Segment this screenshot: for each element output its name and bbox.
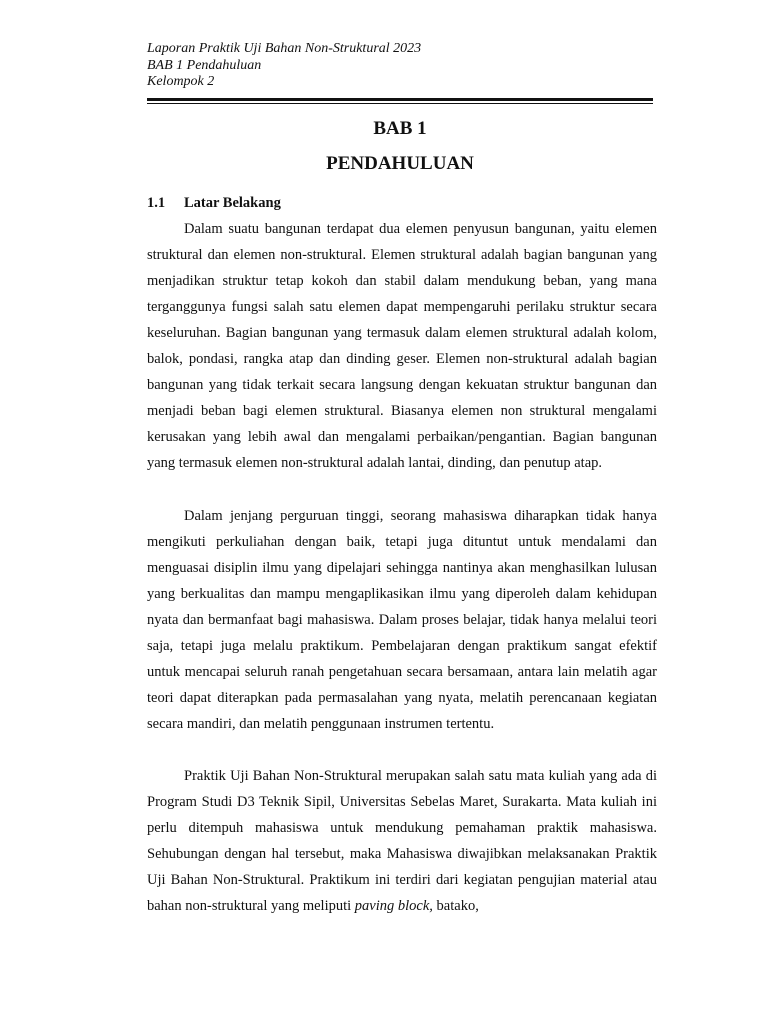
header-report-title: Laporan Praktik Uji Bahan Non-Struktural 2023	[147, 41, 422, 56]
section-number: 1.1	[147, 195, 166, 211]
paragraph-3-text-end: batako,	[432, 898, 479, 914]
paragraph-3-italic-term: paving block,	[354, 898, 433, 914]
running-header	[147, 41, 421, 91]
section-title: Latar Belakang	[184, 195, 281, 211]
paragraph-2: Dalam jenjang perguruan tinggi, seorang mahasiswa diharapkan tidak hanya mengikuti perkuliahan dengan baik, tetapi juga dituntut untuk mendalami dan menguasai disiplin ilmu yang dipelajari sehingga nantinya akan menghasilkan lulusan yang berkualitas dan mampu mengaplikasikan ilmu yang diperoleh dalam kehidupan nyata dan bermanfaat bagi mahasiswa. Dalam proses belajar, tidak hanya melalui teori saja, tetapi juga melalu praktikum. Pembelajaran dengan praktikum sangat efektif untuk mencapai seluruh ranah pengetahuan secara bersamaan, antara lain melatih agar teori dapat diterapkan pada permasalahan yang nyata, melatih perencanaan kegiatan secara mandiri, dan melatih penggunaan instrumen tertentu.	[147, 508, 657, 732]
chapter-title: PENDAHULUAN	[326, 153, 474, 174]
header-rule-thin	[147, 103, 653, 104]
paragraph-3-text-start: Praktik Uji Bahan Non-Struktural merupakan salah satu mata kuliah yang ada di Program Studi D3 Teknik Sipil, Universitas Sebelas Maret, Surakarta. Mata kuliah ini perlu ditempuh mahasiswa untuk mendukung pemahaman praktik mahasiswa. Sehubungan dengan hal tersebut, maka Mahasiswa diwajibkan melaksanakan Praktik Uji Bahan Non-Struktural. Praktikum ini terdiri dari kegiatan pengujian material atau bahan non-struktural yang meliputi	[147, 768, 657, 914]
header-group: Kelompok 2	[147, 74, 215, 89]
paragraph-1: Dalam suatu bangunan terdapat dua elemen penyusun bangunan, yaitu elemen struktural dan elemen non-struktural. Elemen struktural adalah bagian bangunan yang menjadikan struktur tetap kokoh dan stabil dalam mendukung beban, yang mana terganggunya fungsi salah satu elemen dapat mempengaruhi perilaku struktur secara keseluruhan. Bagian bangunan yang termasuk dalam elemen struktural adalah kolom, balok, pondasi, rangka atap dan dinding geser. Elemen non-struktural adalah bagian bangunan yang tidak terkait secara langsung dengan kekuatan struktur bangunan dan menjadi beban bagi elemen struktural. Biasanya elemen non struktural mengalami kerusakan yang lebih awal dan mengalami perbaikan/pengantian. Bagian bangunan yang termasuk elemen non-struktural adalah lantai, dinding, dan penutup atap.	[147, 221, 657, 471]
paragraph-3	[147, 763, 657, 919]
chapter-number: BAB 1	[373, 118, 427, 139]
section-heading	[147, 194, 281, 212]
header-rule-thick	[147, 98, 653, 101]
header-chapter: BAB 1 Pendahuluan	[147, 57, 262, 73]
